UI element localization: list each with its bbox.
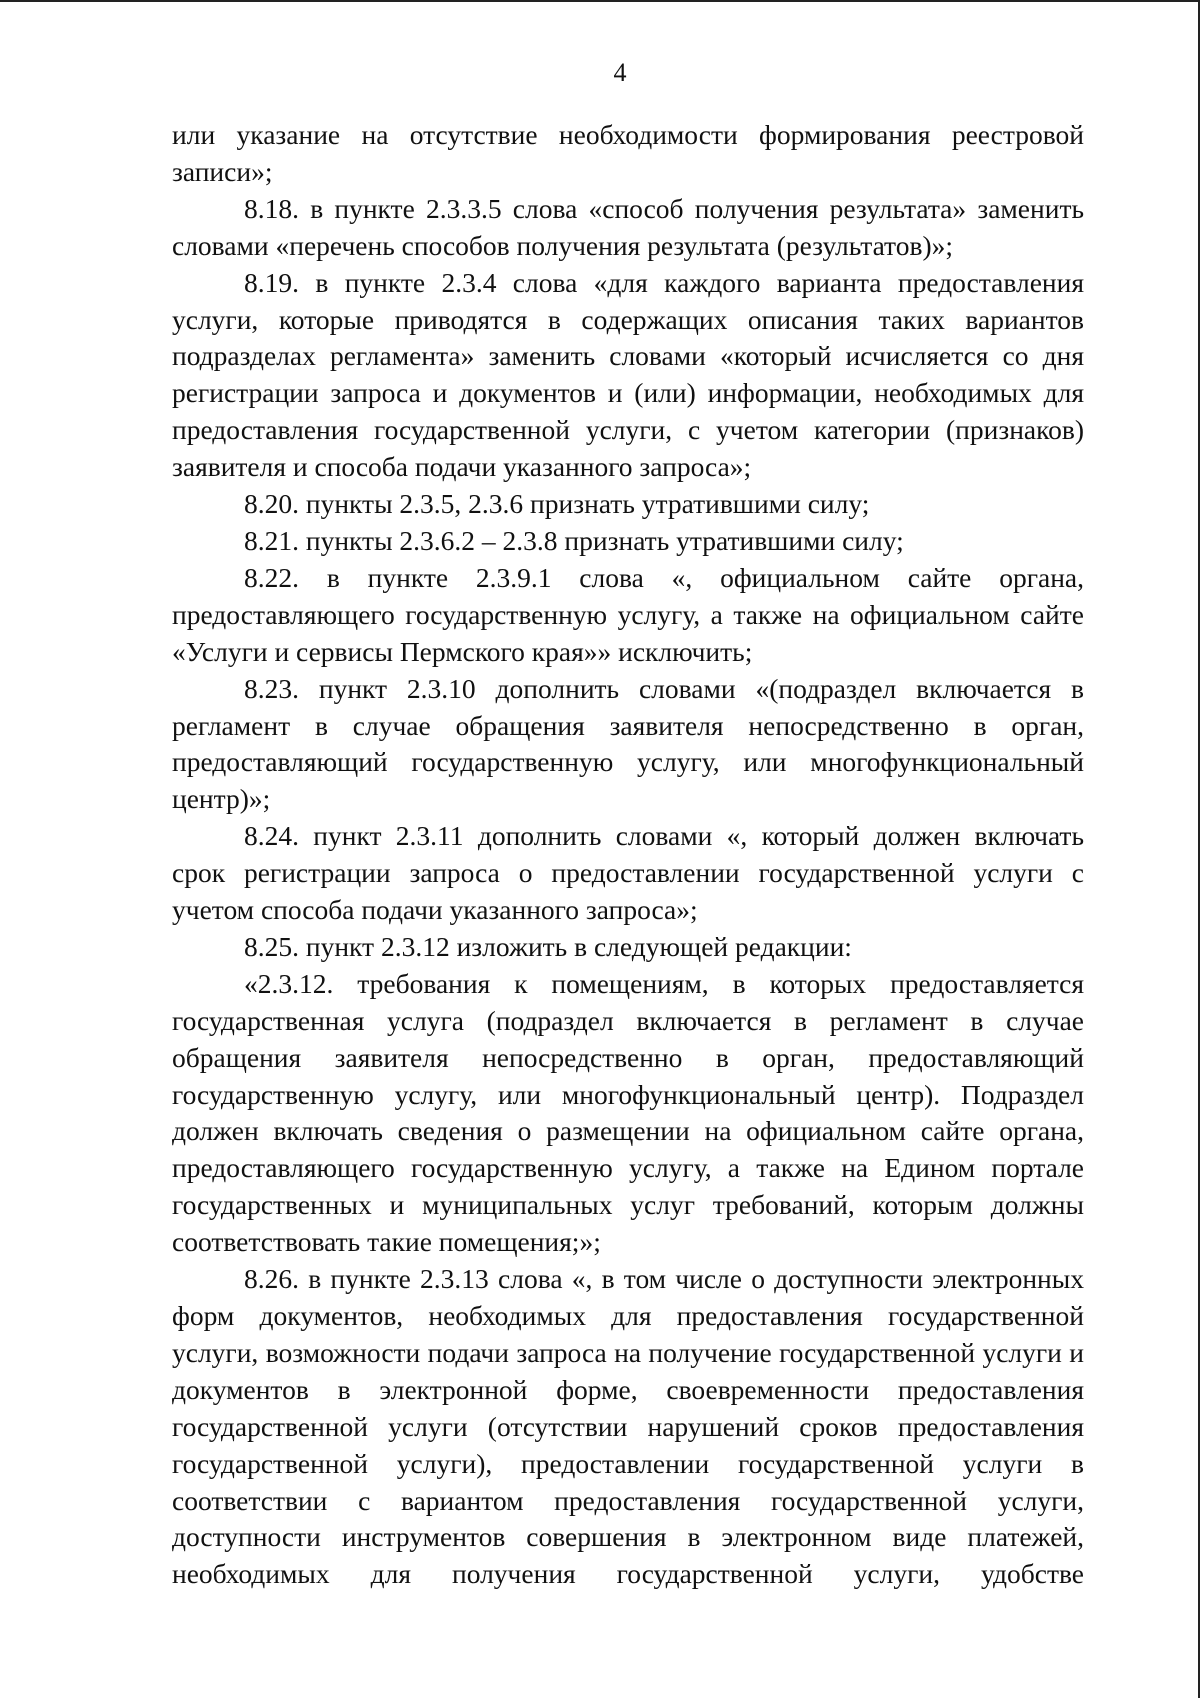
paragraph-continuation: или указание на отсутствие необходимости формирования реестровой записи»; bbox=[172, 119, 1084, 187]
scan-edge-top bbox=[0, 0, 1200, 2]
page-number: 4 bbox=[613, 58, 627, 87]
paragraph-8-19: 8.19. в пункте 2.3.4 слова «для каждого варианта предоставления услуги, которые приводятся в содержащих описания таких вариантов подразделах регламента» заменить словами «который исчисляется со дня регистрации запроса и документов и (или) информации, необходимых для предоставления государственной услуги, с учетом категории (признаков) заявителя и способа подачи указанного запроса»; bbox=[172, 266, 1084, 483]
paragraph-8-23: 8.23. пункт 2.3.10 дополнить словами «(подраздел включается в регламент в случае обращения заявителя непосредственно в орган, предоставляющий государственную услугу, или многофункциональный центр)»; bbox=[172, 672, 1084, 815]
document-body bbox=[172, 117, 1084, 1593]
paragraph-8-21: 8.21. пункты 2.3.6.2 – 2.3.8 признать утратившими силу; bbox=[244, 524, 904, 556]
paragraph-8-26: 8.26. в пункте 2.3.13 слова «, в том числе о доступности электронных форм документов, необходимых для предоставления государственной услуги, возможности подачи запроса на получение государственной услуги и документов в электронной форме, своевременности предоставления государственной услуги (отсутствии нарушений сроков предоставления государственной услуги), предоставлении государственной услуги в соответствии с вариантом предоставления государственной услуги, доступности инструментов совершения в электронном виде платежей, необходимых для получения государственной услуги, удобстве bbox=[172, 1263, 1084, 1590]
paragraph-8-20: 8.20. пункты 2.3.5, 2.3.6 признать утратившими силу; bbox=[244, 488, 870, 520]
paragraph-8-18: 8.18. в пункте 2.3.3.5 слова «способ получения результата» заменить словами «перечень способов получения результата (результатов)»; bbox=[172, 192, 1084, 261]
paragraph-2-3-12-quote: «2.3.12. требования к помещениям, в которых предоставляется государственная услуга (подраздел включается в регламент в случае обращения заявителя непосредственно в орган, предоставляющий государственную услугу, или многофункциональный центр). Подраздел должен включать сведения о размещении на официальном сайте органа, предоставляющего государственную услугу, а также на Едином портале государственных и муниципальных услуг требований, которым должны соответствовать такие помещения;»; bbox=[172, 967, 1084, 1258]
paragraph-8-22: 8.22. в пункте 2.3.9.1 слова «, официальном сайте органа, предоставляющего государственную услугу, а также на официальном сайте «Услуги и сервисы Пермского края»» исключить; bbox=[172, 561, 1084, 667]
paragraph-8-25: 8.25. пункт 2.3.12 изложить в следующей редакции: bbox=[244, 930, 852, 962]
paragraph-8-24: 8.24. пункт 2.3.11 дополнить словами «, который должен включать срок регистрации запроса о предоставлении государственной услуги с учетом способа подачи указанного запроса»; bbox=[172, 820, 1084, 926]
